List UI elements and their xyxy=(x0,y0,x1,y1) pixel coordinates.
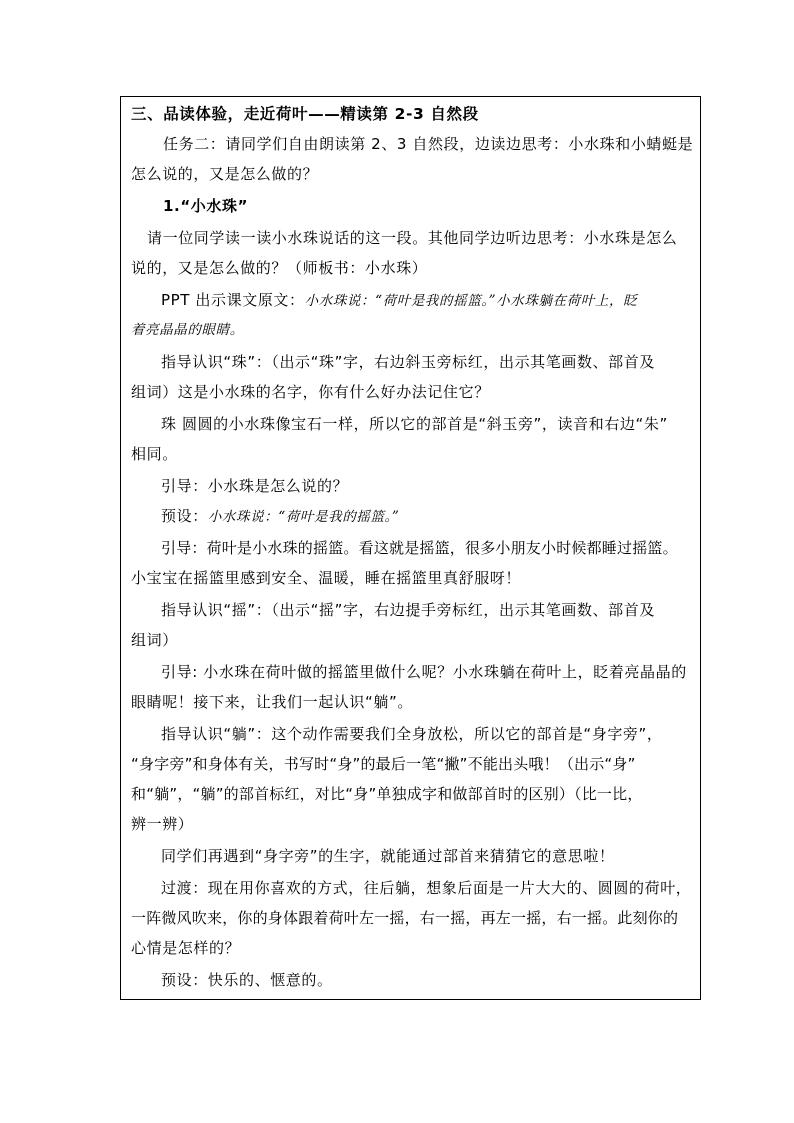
paragraph-9-line2: “身字旁”和身体有关，书写时“身”的最后一笔“撇”不能出头哦！（出示“身” xyxy=(131,755,636,773)
paragraph-12: 预设：快乐的、惬意的。 xyxy=(161,971,333,989)
ppt-label: PPT 出示课文原文： xyxy=(161,291,305,309)
paragraph-8-line2: 眼睛呢！接下来，让我们一起认识“躺”。 xyxy=(131,693,413,711)
section-heading: 三、品读体验，走近荷叶——精读第 2-3 自然段 xyxy=(131,105,479,123)
paragraph-10: 同学们再遇到“身字旁”的生字，就能通过部首来猜猜它的意思啦！ xyxy=(161,847,615,865)
paragraph-11-line3: 心情是怎样的？ xyxy=(131,939,241,957)
paragraph-2-line1: 指导认识“珠”：（出示“珠”字，右边斜玉旁标红，出示其笔画数、部首及 xyxy=(161,353,655,371)
paragraph-7-line2: 组词） xyxy=(131,631,178,649)
task-text-line1: 任务二：请同学们自由朗读第 2、3 自然段，边读边思考：小水珠和小蜻蜓是 xyxy=(163,135,694,153)
lesson-plan-box xyxy=(120,96,701,1000)
paragraph-8-line1: 引导: 小水珠在荷叶做的摇篮里做什么呢？小水珠躺在荷叶上，眨着亮晶晶的 xyxy=(161,663,687,681)
paragraph-9-line1: 指导认识“躺”：这个动作需要我们全身放松，所以它的部首是“身字旁”， xyxy=(161,725,663,743)
task-text-line2: 怎么说的，又是怎么做的？ xyxy=(131,165,319,183)
paragraph-6-line2: 小宝宝在摇篮里感到安全、温暖，睡在摇篮里真舒服呀！ xyxy=(131,569,522,587)
ppt-quote-line1: 小水珠说：“荷叶是我的摇篮。”小水珠躺在荷叶上，眨 xyxy=(304,293,638,309)
paragraph-1-line2: 说的，又是怎么做的？（师板书：小水珠） xyxy=(131,259,428,277)
sub-heading: 1.“小水珠” xyxy=(163,197,249,215)
paragraph-11-line1: 过渡：现在用你喜欢的方式，往后躺，想象后面是一片大大的、圆圆的荷叶， xyxy=(161,879,692,897)
paragraph-3-line1: 珠 圆圆的小水珠像宝石一样，所以它的部首是“斜玉旁”，读音和右边“朱” xyxy=(161,415,668,433)
paragraph-5 xyxy=(161,503,399,530)
p5-label: 预设： xyxy=(161,507,208,525)
paragraph-6-line1: 引导：荷叶是小水珠的摇篮。看这就是摇篮，很多小朋友小时候都睡过摇篮。 xyxy=(161,539,678,557)
paragraph-4: 引导：小水珠是怎么说的？ xyxy=(161,477,349,495)
p5-quote: 小水珠说：“荷叶是我的摇篮。” xyxy=(207,509,400,525)
paragraph-3-line2: 相同。 xyxy=(131,445,178,463)
paragraph-9-line3: 和“躺”，“躺”的部首标红，对比“身”单独成字和做部首时的区别）（比一比， xyxy=(131,785,643,803)
paragraph-7-line1: 指导认识“摇”：（出示“摇”字，右边提手旁标红，出示其笔画数、部首及 xyxy=(161,601,655,619)
ppt-quote-line2: 着亮晶晶的眼睛。 xyxy=(131,322,244,338)
paragraph-1-line1: 请一位同学读一读小水珠说话的这一段。其他同学边听边思考：小水珠是怎么 xyxy=(147,229,678,247)
paragraph-2-line2: 组词）这是小水珠的名字，你有什么好办法记住它？ xyxy=(131,383,490,401)
ppt-line1 xyxy=(161,287,637,314)
paragraph-11-line2: 一阵微风吹来，你的身体跟着荷叶左一摇，右一摇，再左一摇，右一摇。此刻你的 xyxy=(131,909,679,927)
paragraph-9-line4: 辨一辨） xyxy=(131,815,194,833)
